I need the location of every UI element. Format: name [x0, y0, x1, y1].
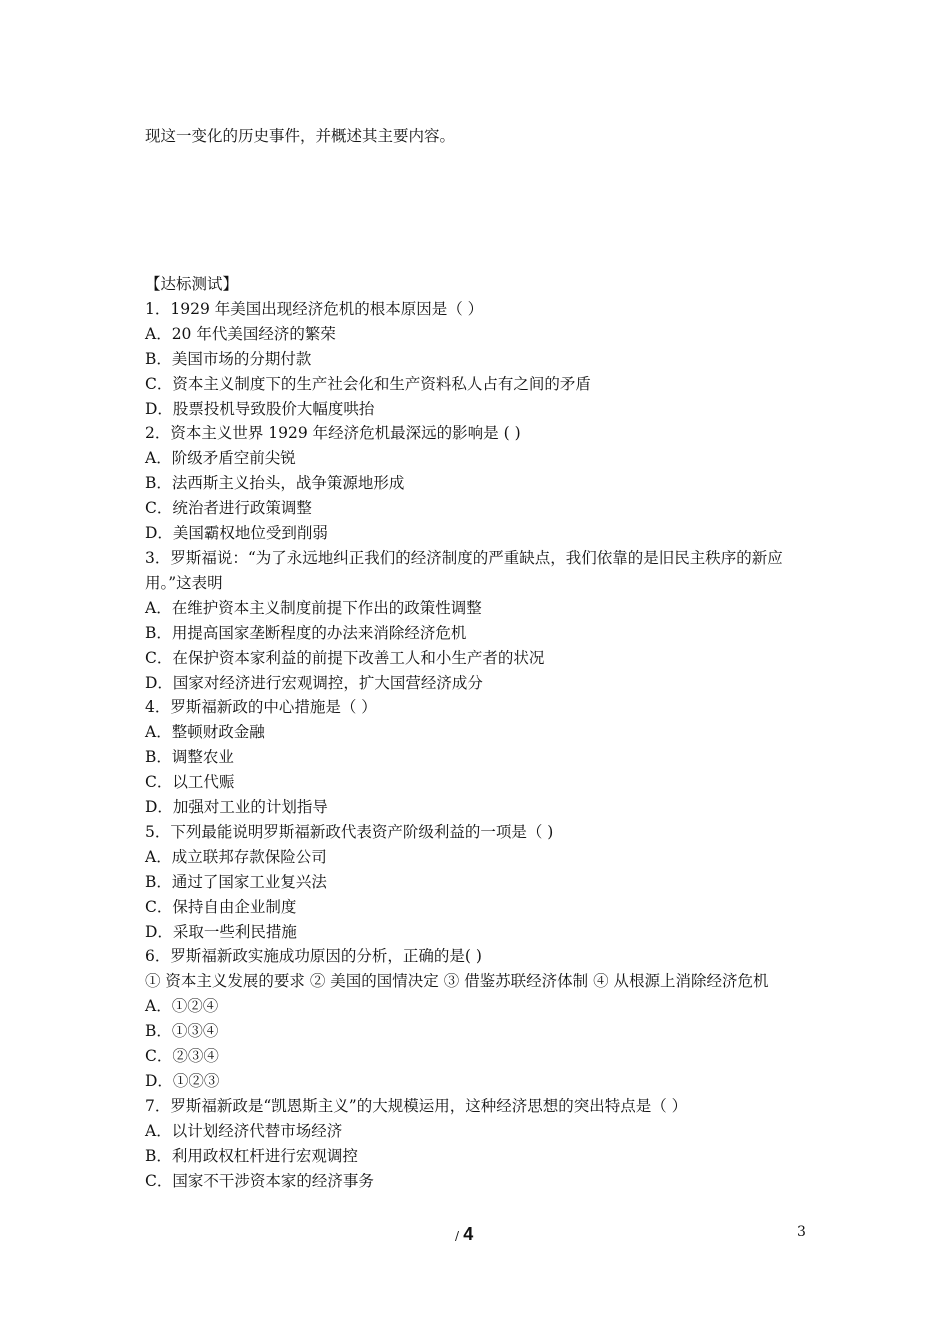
question-1 — [145, 297, 810, 422]
option-d: D．加强对工业的计划指导 — [145, 798, 328, 817]
option-b: B．利用政权杠杆进行宏观调控 — [145, 1146, 358, 1165]
page-total — [455, 1224, 473, 1245]
question-7 — [145, 1094, 810, 1194]
option-a: A．①②④ — [145, 997, 219, 1016]
question-stem: 7．罗斯福新政是“凯恩斯主义”的大规模运用，这种经济思想的突出特点是（ ） — [145, 1096, 688, 1115]
question-4 — [145, 695, 810, 820]
option-a: A．成立联邦存款保险公司 — [145, 847, 327, 866]
option-d: D．美国霸权地位受到削弱 — [145, 524, 328, 543]
question-2 — [145, 421, 810, 546]
option-c: C．保持自由企业制度 — [145, 897, 297, 916]
option-c: C．国家不干涉资本家的经济事务 — [145, 1171, 374, 1190]
option-a: A．20 年代美国经济的繁荣 — [145, 324, 336, 343]
section-heading: 【达标测试】 — [145, 275, 239, 293]
option-a: A．以计划经济代替市场经济 — [145, 1121, 343, 1140]
option-b: B．①③④ — [145, 1022, 219, 1041]
intro-text: 现这一变化的历史事件，并概述其主要内容。 — [145, 127, 456, 145]
option-b: B．法西斯主义抬头，战争策源地形成 — [145, 474, 405, 493]
question-stem: 2．资本主义世界 1929 年经济危机最深远的影响是 ( ) — [145, 424, 521, 443]
question-stem: 5．下列最能说明罗斯福新政代表资产阶级利益的一项是（ ) — [145, 822, 554, 841]
question-stem: 3．罗斯福说：“为了永远地纠正我们的经济制度的严重缺点，我们依靠的是旧民主秩序的新应用。”这表明 — [145, 548, 783, 592]
option-a: A．整顿财政金融 — [145, 723, 265, 742]
option-b: B．美国市场的分期付款 — [145, 349, 312, 368]
option-c: C．以工代赈 — [145, 773, 235, 792]
option-c: C．资本主义制度下的生产社会化和生产资料私人占有之间的矛盾 — [145, 374, 591, 393]
option-a: A．在维护资本主义制度前提下作出的政策性调整 — [145, 598, 482, 617]
option-d: D．国家对经济进行宏观调控，扩大国营经济成分 — [145, 673, 483, 692]
page-separator: / — [455, 1229, 460, 1243]
option-a: A．阶级矛盾空前尖锐 — [145, 449, 296, 468]
option-b: B．通过了国家工业复兴法 — [145, 872, 327, 891]
option-d: D．股票投机导致股价大幅度哄抬 — [145, 399, 375, 418]
option-c: C．②③④ — [145, 1047, 219, 1066]
question-stem: 6．罗斯福新政实施成功原因的分析，正确的是( ) — [145, 947, 482, 966]
option-c: C．在保护资本家利益的前提下改善工人和小生产者的状况 — [145, 648, 545, 667]
question-stem: 1．1929 年美国出现经济危机的根本原因是（ ） — [145, 299, 484, 318]
question-3 — [145, 546, 810, 695]
question-6 — [145, 944, 810, 1093]
question-5 — [145, 820, 810, 945]
question-statements: ① 资本主义发展的要求 ② 美国的国情决定 ③ 借鉴苏联经济体制 ④ 从根源上消除经济危机 — [145, 972, 769, 991]
option-d: D．采取一些利民措施 — [145, 922, 297, 941]
page-number: 3 — [797, 1224, 806, 1240]
option-d: D．①②③ — [145, 1072, 220, 1090]
quiz-section — [145, 272, 810, 1194]
option-c: C．统治者进行政策调整 — [145, 499, 312, 518]
option-b: B．用提高国家垄断程度的办法来消除经济危机 — [145, 623, 467, 642]
total-pages: 4 — [463, 1224, 474, 1244]
question-stem: 4．罗斯福新政的中心措施是（ ） — [145, 698, 377, 717]
option-b: B．调整农业 — [145, 748, 234, 767]
